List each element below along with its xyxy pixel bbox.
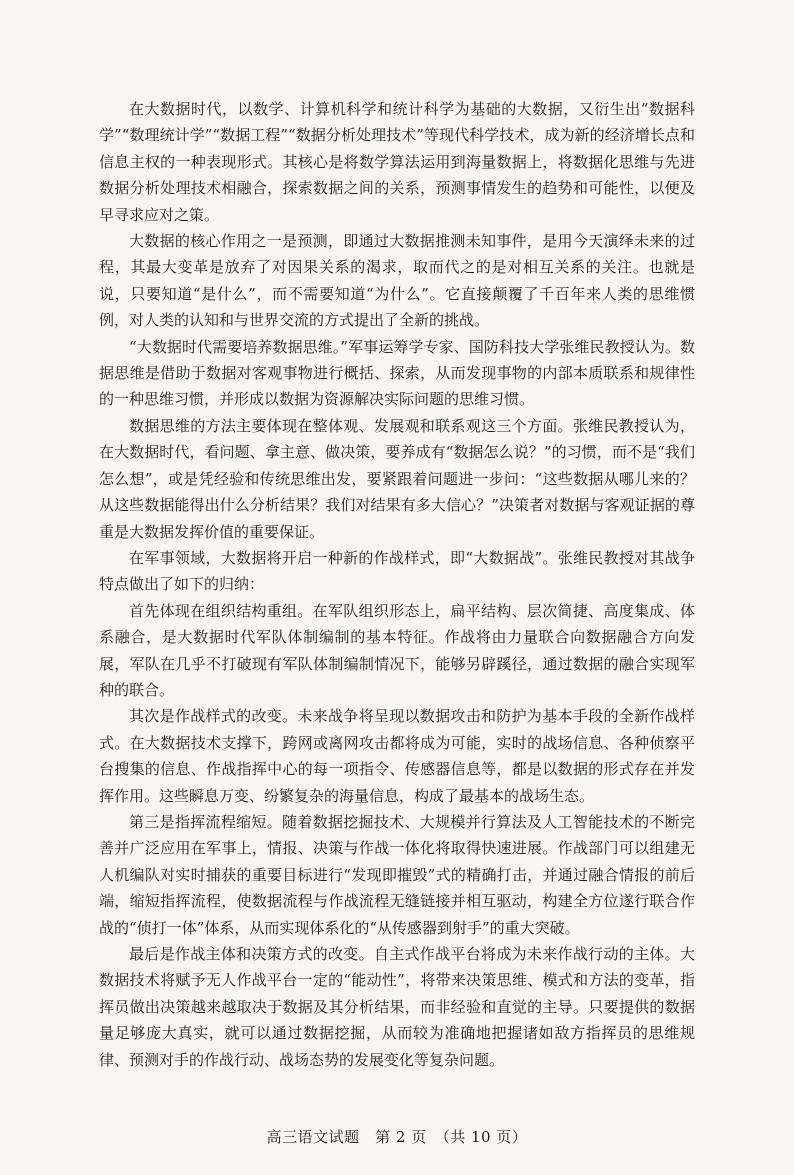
paragraph-4: 数据思维的方法主要体现在整体观、发展观和联系观这三个方面。张维民教授认为，在大数据时代，看问题、拿主意、做决策，要养成有“数据怎么说？”的习惯，而不是“我们怎么想”，或是凭经验和传统思维出发，要紧跟着问题进一步问：“这些数据从哪儿来的？从这些数据能得出什么分析结果？我们对结果有多大信心？”决策者对数据与客观证据的尊重是大数据发挥价值的重要保证。	[99, 416, 695, 541]
paragraph-3: “大数据时代需要培养数据思维。”军事运筹学专家、国防科技大学张维民教授认为。数据思维是借助于数据对客观事物进行概括、探索，从而发现事物的内部本质联系和规律性的一种思维习惯，并形成以数据为资源解决实际问题的思维习惯。	[99, 337, 695, 409]
paragraph-7: 其次是作战样式的改变。未来战争将呈现以数据攻击和防护为基本手段的全新作战样式。在大数据技术支撑下，跨网或离网攻击都将成为可能，实时的战场信息、各种侦察平台搜集的信息、作战指挥中心的每一项指令、传感器信息等，都是以数据的形式存在并发挥作用。这些瞬息万变、纷繁复杂的海量信息，构成了最基本的战场生态。	[99, 707, 695, 805]
paragraph-8: 第三是指挥流程缩短。随着数据挖掘技术、大规模并行算法及人工智能技术的不断完善并广泛应用在军事上，情报、决策与作战一体化将取得快速进展。作战部门可以组建无人机编队对实时捕获的重要目标进行“发现即摧毁”式的精确打击，并通过融合情报的前后端，缩短指挥流程，使数据流程与作战流程无缝链接并相互驱动，构建全方位遂行联合作战的“侦打一体”体系，从而实现体系化的“从传感器到射手”的重大突破。	[99, 812, 695, 937]
paragraph-6: 首先体现在组织结构重组。在军队组织形态上，扁平结构、层次简捷、高度集成、体系融合，是大数据时代军队体制编制的基本特征。作战将由力量联合向数据融合方向发展，军队在几乎不打破现有军队体制编制情况下，能够另辟蹊径，通过数据的融合实现军种的联合。	[99, 601, 695, 699]
page-footer: 高三语文试题 第 2 页 （共 10 页）	[266, 1128, 528, 1146]
paragraph-5: 在军事领域，大数据将开启一种新的作战样式，即“大数据战”。张维民教授对其战争特点做出了如下的归纳：	[99, 548, 695, 594]
paragraph-9: 最后是作战主体和决策方式的改变。自主式作战平台将成为未来作战行动的主体。大数据技术将赋予无人作战平台一定的“能动性”，将带来决策思维、模式和方法的变革，指挥员做出决策越来越取决于数据及其分析结果，而非经验和直觉的主导。只要提供的数据量足够庞大真实，就可以通过数据挖掘，从而较为准确地把握诸如敌方指挥员的思维规律、预测对手的作战行动、战场态势的发展变化等复杂问题。	[99, 945, 695, 1069]
paragraph-2: 大数据的核心作用之一是预测，即通过大数据推测未知事件，是用今天演绎未来的过程，其最大变革是放弃了对因果关系的渴求，取而代之的是对相互关系的关注。也就是说，只要知道“是什么”，而不需要知道“为什么”。它直接颠覆了千百年来人类的思维惯例，对人类的认知和与世界交流的方式提出了全新的挑战。	[99, 232, 695, 330]
paragraph-1: 在大数据时代，以数学、计算机科学和统计科学为基础的大数据，又衍生出“数据科学”“数理统计学”“数据工程”“数据分析处理技术”等现代科学技术，成为新的经济增长点和信息主权的一种表现形式。其核心是将数学算法运用到海量数据上，将数据化思维与先进数据分析处理技术相融合，探索数据之间的关系，预测事情发生的趋势和可能性，以便及早寻求应对之策。	[99, 100, 695, 224]
document-body	[99, 96, 695, 1073]
